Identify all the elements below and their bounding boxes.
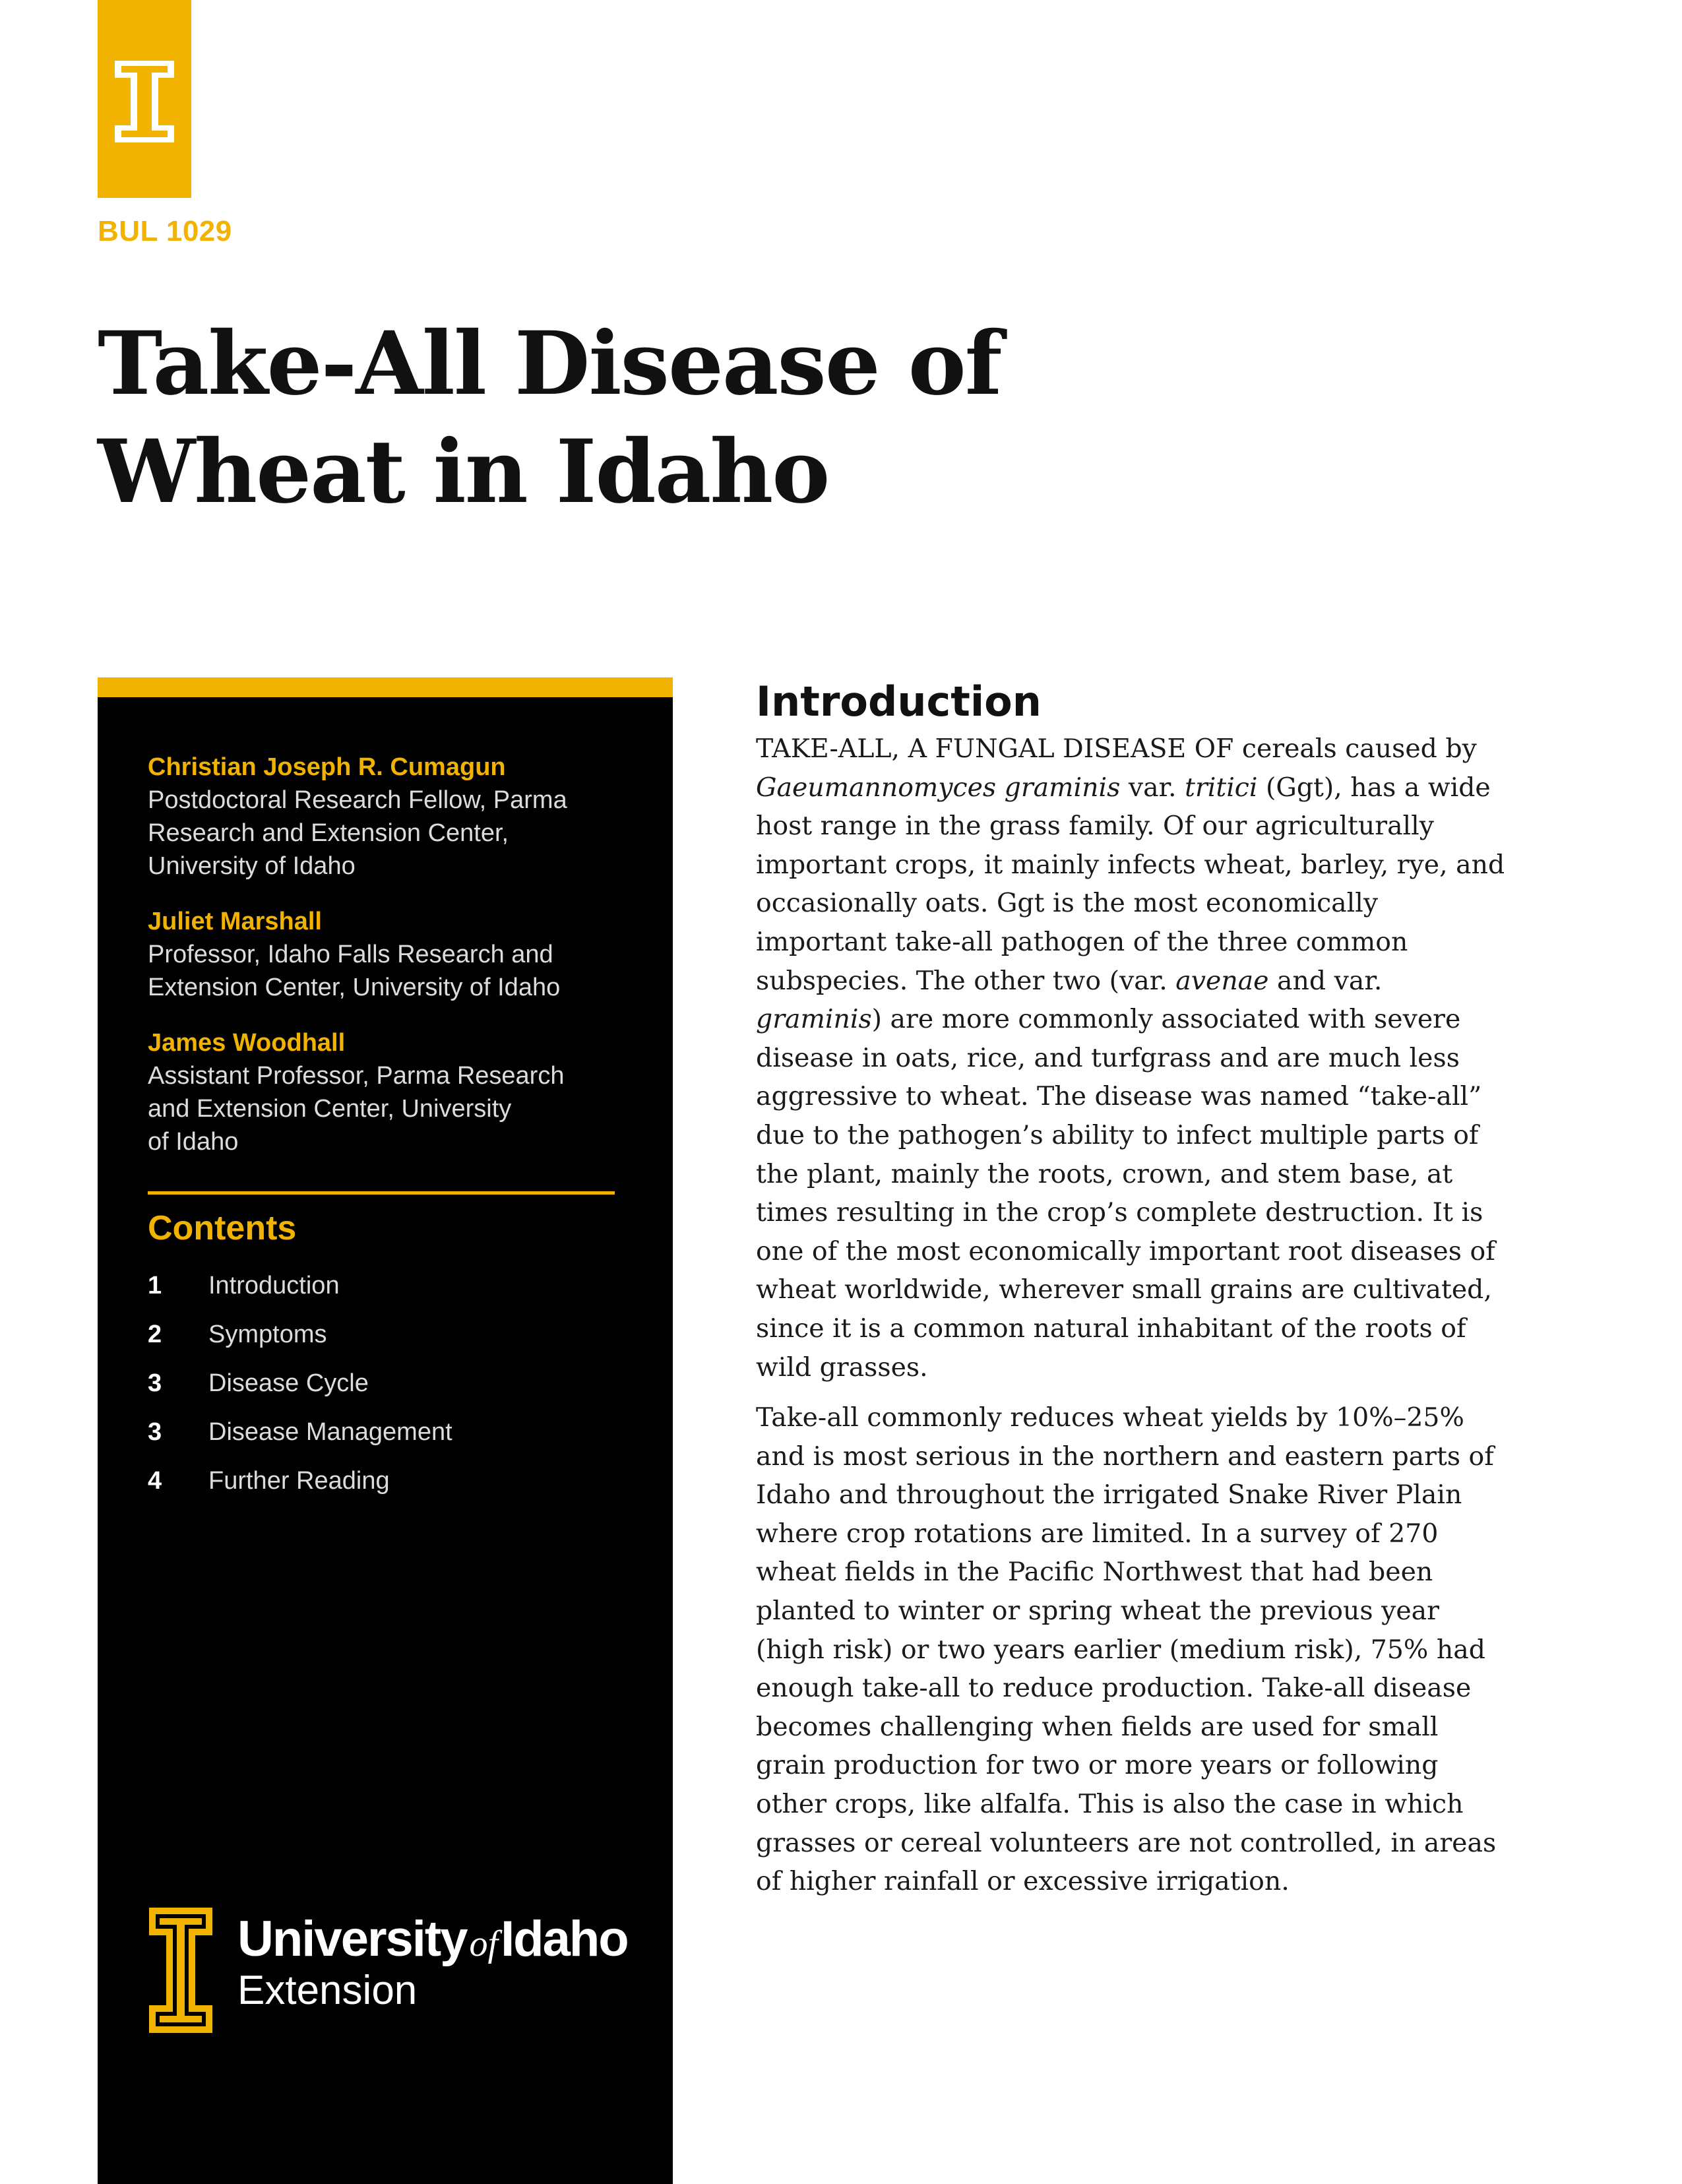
author	[148, 905, 623, 1004]
block-i-icon	[148, 1906, 214, 2034]
author	[148, 1026, 623, 1158]
toc-page-number: 3	[148, 1369, 162, 1397]
toc-item-disease-cycle[interactable]	[148, 1359, 609, 1408]
introduction-heading: Introduction	[756, 677, 1042, 726]
toc-label: Disease Cycle	[208, 1369, 369, 1397]
logo-idaho: Idaho	[501, 1911, 628, 1967]
text-run: TAKE-ALL, A FUNGAL DISEASE OF cereals caused by	[756, 733, 1477, 764]
contents-heading: Contents	[148, 1209, 297, 1247]
table-of-contents	[148, 1261, 609, 1505]
toc-item-further-reading[interactable]	[148, 1456, 609, 1505]
introduction-paragraph-2: Take-all commonly reduces wheat yields by 10%–25% and is most serious in the northern and eastern parts of Idaho and throughout the irrigated Snake River Plain where crop rotations are limited. In a survey of 270 wheat fields in the Pacific Northwest that had been planted to winter or spring wheat the previous year (high risk) or two years earlier (medium risk), 75% had enough take-all to reduce production. Take-all disease becomes challenging when fields are used for small grain production for two or more years or following other crops, like alfalfa. This is also the case in which grasses or cereal volunteers are not controlled, in areas of higher rainfall or excessive irrigation.	[756, 1402, 1497, 1897]
toc-page-number: 1	[148, 1271, 162, 1299]
brand-tab	[98, 0, 191, 198]
author-affiliation: Postdoctoral Research Fellow, Parma Research and Extension Center, University of Idaho	[148, 786, 567, 880]
author-affiliation: Assistant Professor, Parma Research and Extension Center, University of Idaho	[148, 1062, 565, 1156]
bulletin-code: BUL 1029	[98, 215, 232, 247]
logo-of: of	[469, 1923, 499, 1964]
text-run: ) are more commonly associated with severe disease in oats, rice, and turfgrass and are much less aggressive to wheat. The disease was named “take-all” due to the pathogen’s ability to infect multiple parts of the plant, mainly the roots, crown, and stem base, at times resulting in the crop’s complete destruction. It is one of the most economically important root diseases of wheat worldwide, wherever small grains are cultivated, since it is a common natural inhabitant of the roots of wild grasses.	[756, 1004, 1495, 1383]
title-line-1: Take-All Disease of	[98, 313, 1001, 415]
main-content	[756, 674, 1514, 1913]
sidebar-accent-bar	[98, 677, 673, 697]
logo-wordmark	[237, 1910, 628, 1968]
species-name: Gaeumannomyces graminis	[756, 772, 1121, 803]
toc-page-number: 3	[148, 1418, 162, 1446]
variety-name: graminis	[756, 1004, 872, 1035]
introduction-paragraph-1	[756, 730, 1514, 1387]
variety-name: tritici	[1185, 772, 1258, 803]
toc-label: Further Reading	[208, 1466, 390, 1495]
toc-page-number: 2	[148, 1320, 162, 1348]
toc-item-disease-management[interactable]	[148, 1408, 609, 1456]
author	[148, 751, 623, 883]
author-affiliation: Professor, Idaho Falls Research and Extension Center, University of Idaho	[148, 941, 561, 1001]
text-run: (Ggt), has a wide host range in the grass family. Of our agriculturally important crops, it mainly infects wheat, barley, rye, and occasionally oats. Ggt is the most economically important take-all pathogen of the three common subspecies. The other two (var.	[756, 772, 1505, 996]
author-name: Christian Joseph R. Cumagun	[148, 753, 506, 781]
page-title	[98, 310, 1087, 526]
toc-item-symptoms[interactable]	[148, 1310, 609, 1359]
author-name: Juliet Marshall	[148, 908, 322, 935]
toc-label: Introduction	[208, 1271, 340, 1299]
toc-label: Symptoms	[208, 1320, 327, 1348]
toc-item-introduction[interactable]	[148, 1261, 609, 1310]
toc-page-number: 4	[148, 1466, 162, 1495]
university-logo	[148, 1906, 628, 2038]
text-run: and var.	[1268, 965, 1383, 996]
variety-name: avenae	[1175, 965, 1269, 996]
block-i-icon	[112, 58, 177, 145]
contents-divider	[148, 1191, 615, 1195]
text-run: var.	[1120, 772, 1185, 803]
authors-list	[148, 751, 623, 1181]
logo-extension: Extension	[237, 1968, 418, 2013]
title-line-2: Wheat in Idaho	[98, 421, 829, 523]
logo-university: University	[237, 1911, 467, 1967]
toc-label: Disease Management	[208, 1418, 452, 1446]
author-name: James Woodhall	[148, 1029, 346, 1057]
